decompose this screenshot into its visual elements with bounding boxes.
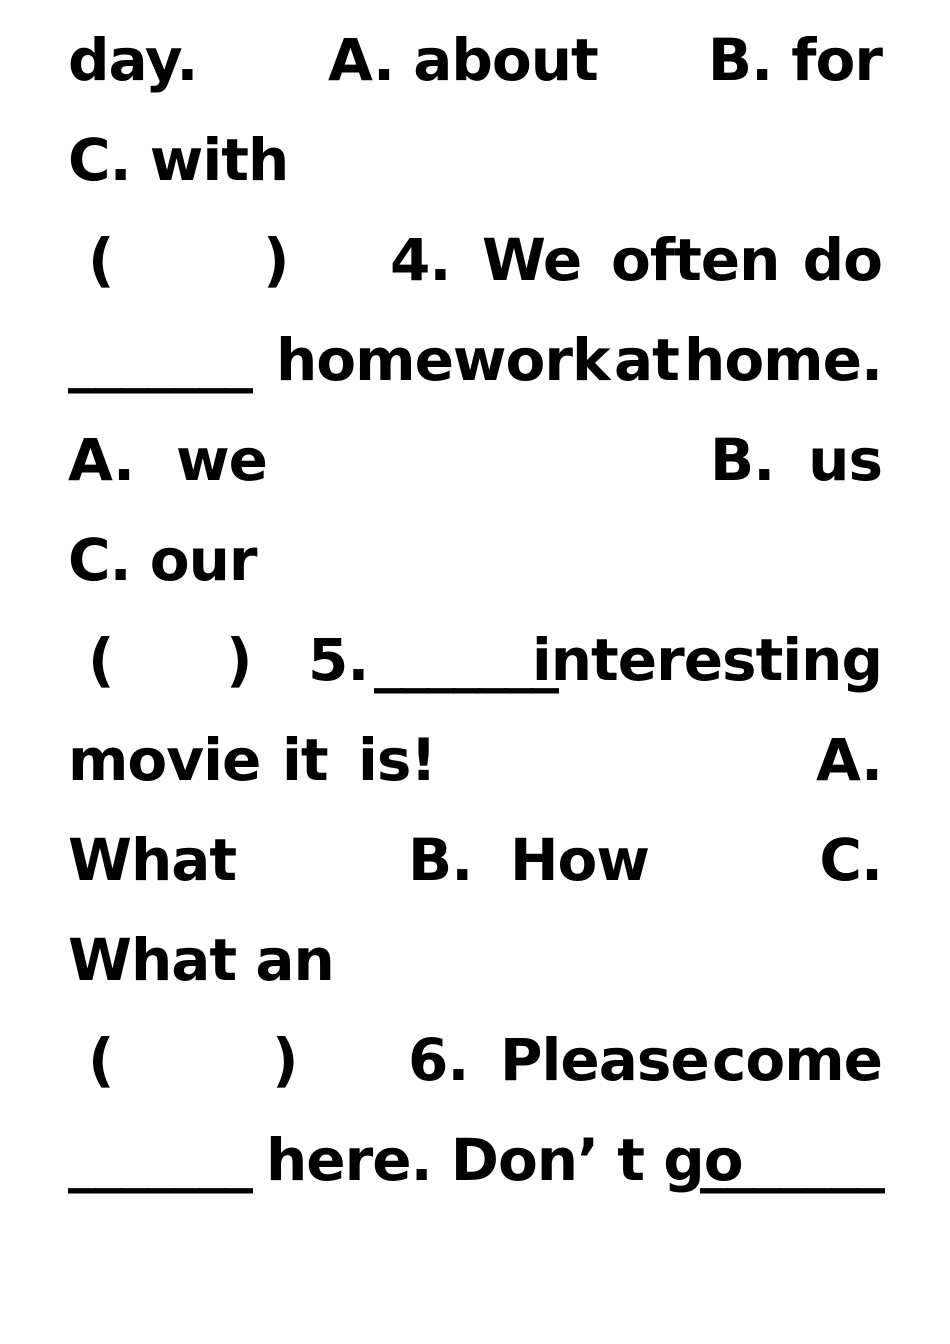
answer-blank: _______ [68, 1126, 250, 1194]
option-c: C. our [68, 526, 257, 594]
option-b-letter: B. [408, 826, 473, 894]
option-b-text: How [510, 826, 649, 894]
line-10 [68, 910, 882, 1010]
question-word: at [614, 326, 679, 394]
question-word: it [282, 726, 328, 794]
option-a: A. about [328, 26, 598, 94]
option-a-text: What [68, 826, 237, 894]
line-4 [68, 310, 882, 410]
question-word: come [712, 1026, 882, 1094]
option-a-letter: A. [816, 726, 882, 794]
answer-blank: _______ [68, 326, 250, 394]
question-word: Please [500, 1026, 709, 1094]
line-5 [68, 410, 882, 510]
line-6 [68, 510, 882, 610]
question-word: movie [68, 726, 261, 794]
answer-paren-close: ) [272, 1026, 298, 1094]
answer-paren-open: ( [88, 1026, 114, 1094]
option-c-text: What an [68, 926, 334, 994]
option-a-letter: A. [68, 426, 134, 494]
line-9 [68, 810, 882, 910]
answer-paren-close: ) [226, 626, 252, 694]
question-number: 4. [390, 226, 451, 294]
option-c: C. with [68, 126, 289, 194]
question-word: is! [358, 726, 436, 794]
option-a-text: we [176, 426, 267, 494]
question-word: homework [276, 326, 610, 394]
question-word: home. [684, 326, 882, 394]
option-b-text: us [808, 426, 882, 494]
answer-paren-close: ) [263, 226, 289, 294]
option-b-letter: B. [710, 426, 775, 494]
question-number: 6. [408, 1026, 469, 1094]
line-2 [68, 110, 882, 210]
question-text: here. Don’ t go [266, 1126, 743, 1194]
question-word: do [802, 226, 882, 294]
answer-blank: _______ [700, 1126, 882, 1194]
line-12 [68, 1110, 882, 1210]
line-8 [68, 710, 882, 810]
answer-paren-open: ( [88, 626, 114, 694]
question-3-tail: day. [68, 26, 198, 94]
option-b: B. for [707, 26, 882, 94]
line-1 [68, 10, 882, 110]
answer-blank: _______ [374, 626, 556, 694]
option-c-letter: C. [819, 826, 882, 894]
question-word: often [611, 226, 780, 294]
answer-paren-open: ( [88, 226, 114, 294]
question-word: interesting [531, 626, 882, 694]
line-7 [68, 610, 882, 710]
line-3 [68, 210, 882, 310]
question-number: 5. [308, 626, 369, 694]
question-word: We [482, 226, 582, 294]
line-11 [68, 1010, 882, 1110]
